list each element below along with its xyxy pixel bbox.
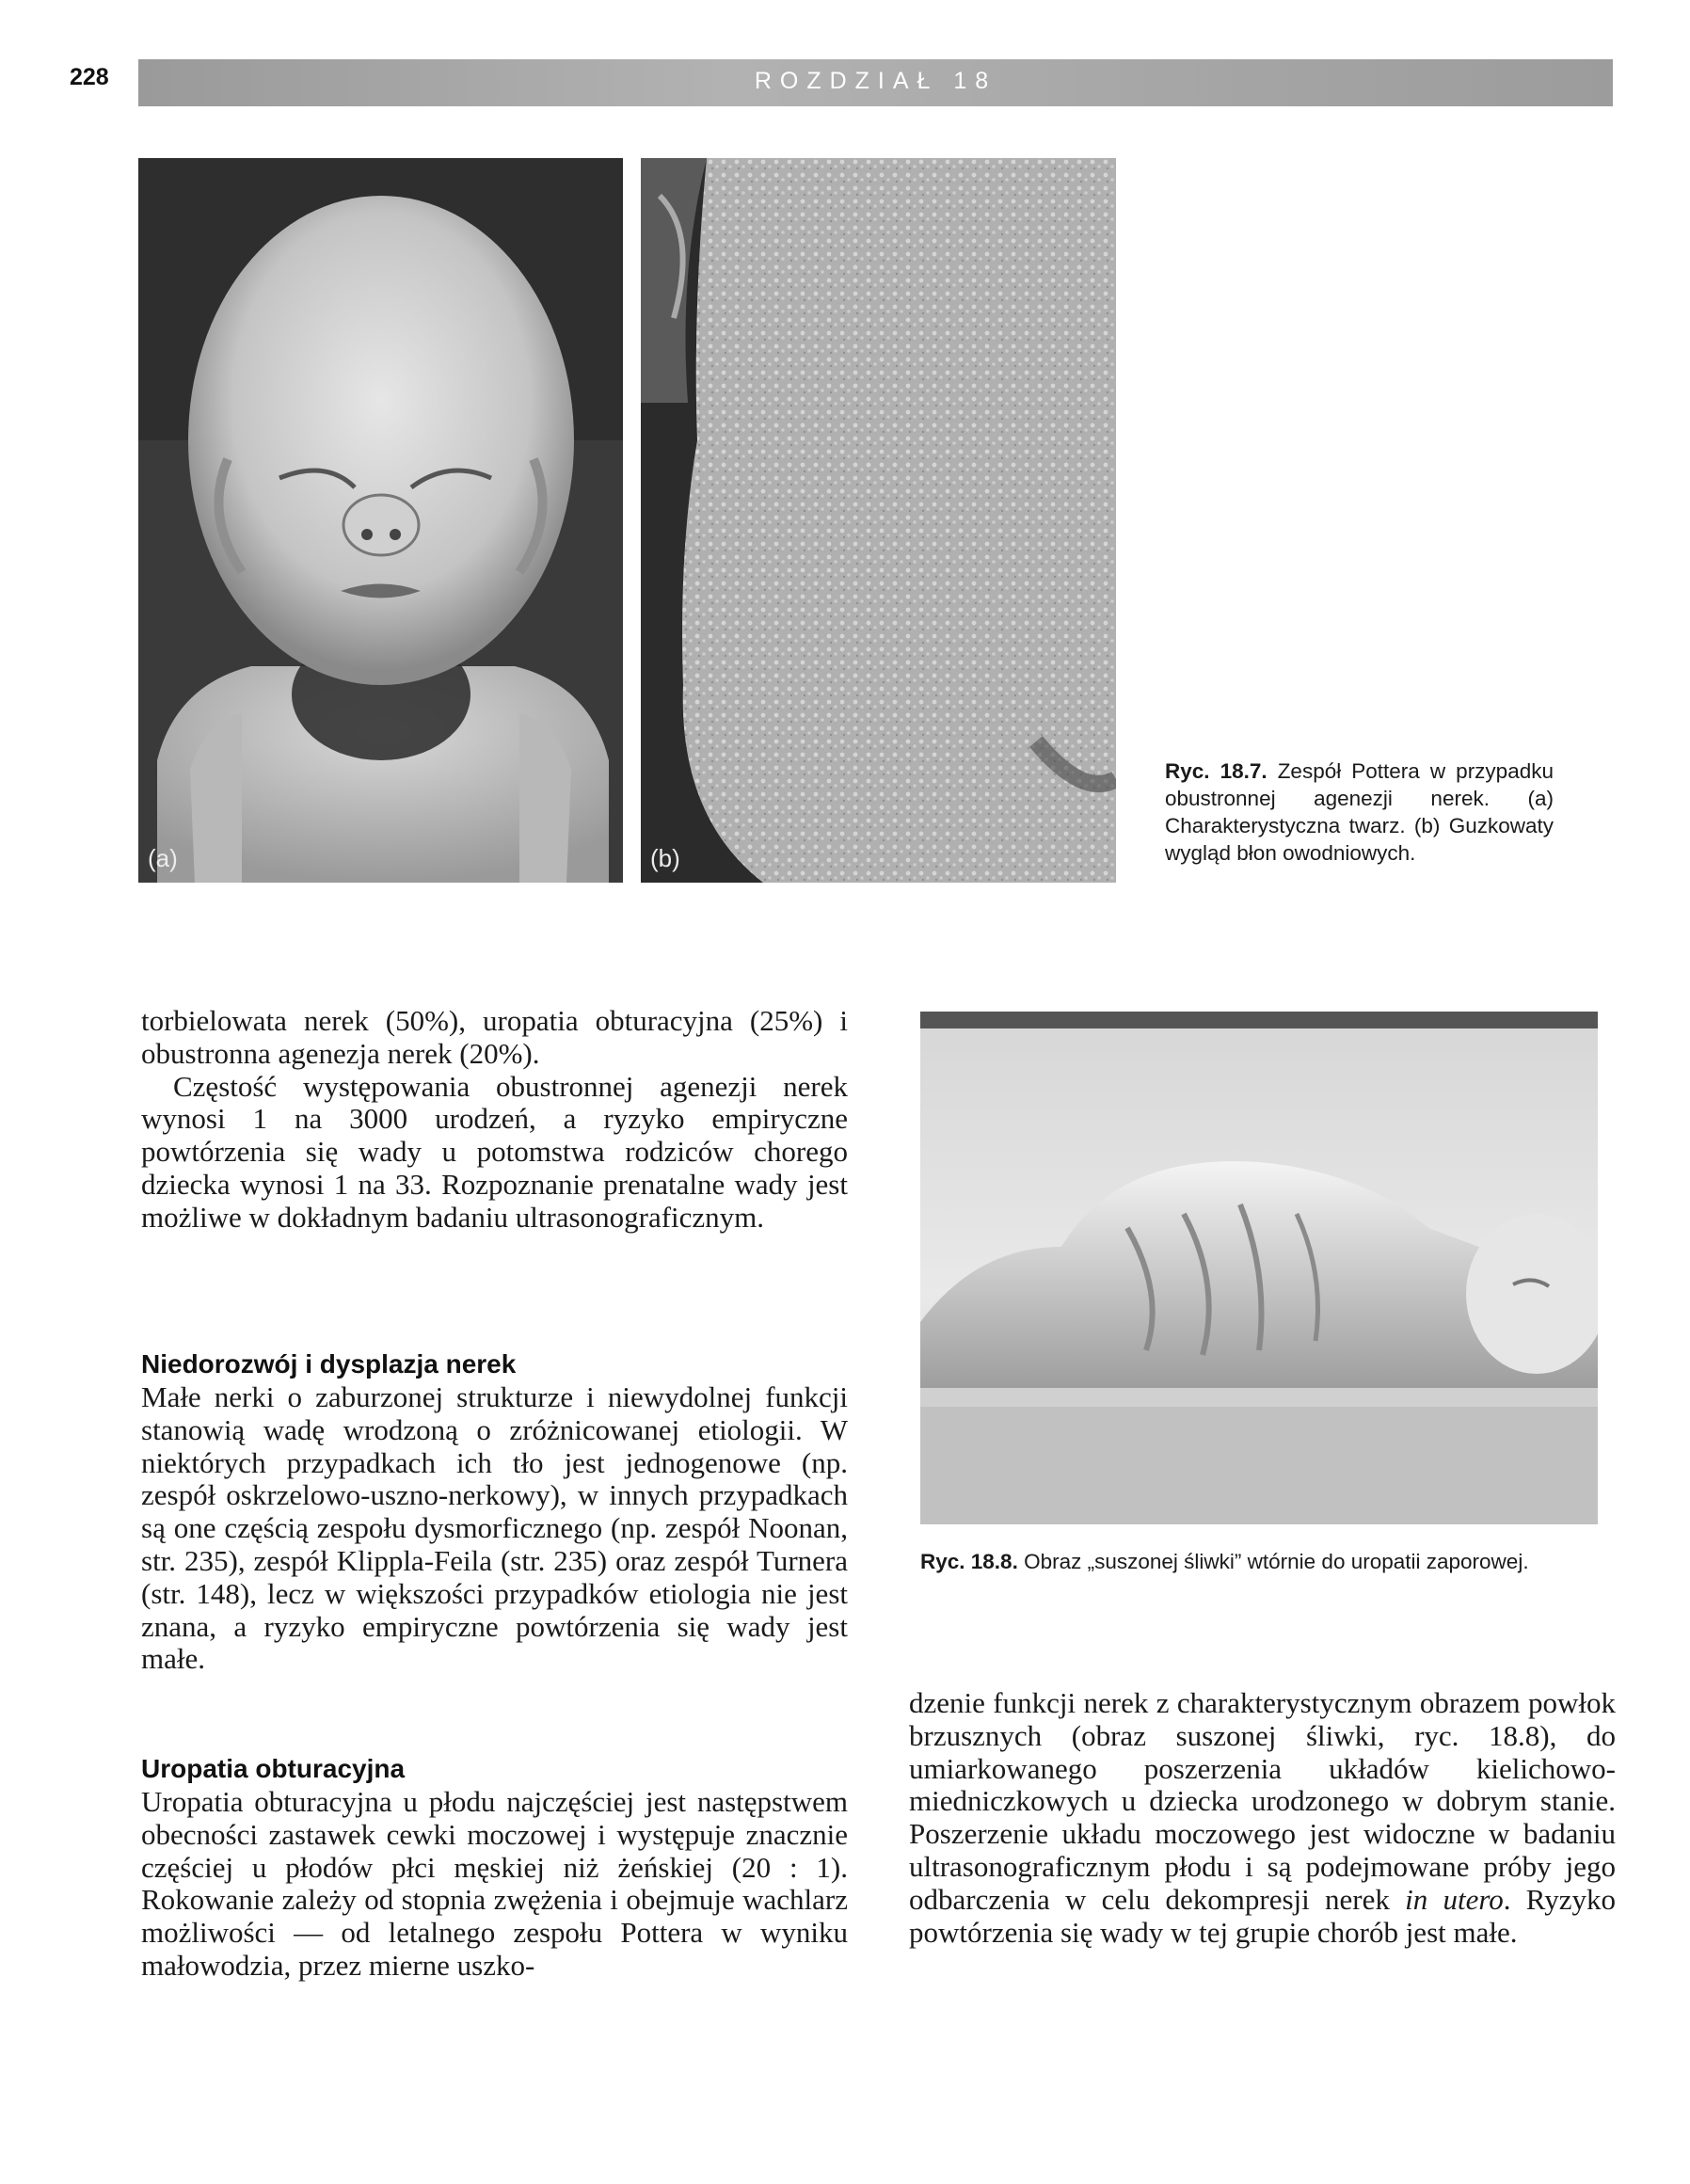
- figure-18-7b-photo: [641, 158, 1116, 883]
- chapter-header-band: [138, 59, 1613, 106]
- figure-label-b: (b): [650, 844, 680, 872]
- text-segment-in-utero: in utero: [1405, 1882, 1504, 1916]
- figure-18-7a-photo: [138, 158, 623, 883]
- figure-18-8-caption: [920, 1548, 1617, 1575]
- paragraph-uropathy-continuation: [909, 1687, 1616, 1949]
- figure-18-8-number: Ryc. 18.8.: [920, 1550, 1018, 1573]
- text-segment-1: dzenie funkcji nerek z charakterystycznym obrazem powłok brzusznych (obraz suszonej śliwki, ryc. 18.8), do umiarkowanego poszerzenia układów kielichowo-miedniczkowych u dziecka urodzonego w dobrym stanie. Poszerzenie układu moczowego jest widoczne w badaniu ultrasonograficznym płodu i są podejmowane próby jego odbarczenia w celu dekompresji nerek: [909, 1686, 1616, 1916]
- chapter-title: ROZDZIAŁ 18: [754, 68, 997, 94]
- paragraph-hypoplasia: Małe nerki o zaburzonej strukturze i niewydolnej funkcji stanowią wadę wrodzoną o zróżnicowanej etiologii. W niektórych przypadkach ich tło jest jednogenowe (np. zespół oskrzelowo-uszno-nerkowy), w innych przypadkach są one częścią zespołu dysmorficznego (np. zespół Noonan, str. 235), zespół Klippla-Feila (str. 235) oraz zespół Turnera (str. 148), lecz w większości przypadków etiologia nie jest znana, a ryzyko empiryczne powtórzenia się wady jest małe.: [141, 1380, 848, 1676]
- section-heading-hypoplasia: Niedorozwój i dysplazja nerek: [141, 1349, 517, 1379]
- section-heading-obstructive-uropathy: Uropatia obturacyjna: [141, 1754, 406, 1783]
- page-number: 228: [70, 64, 109, 90]
- right-column-text: [909, 1687, 1616, 1949]
- infant-face-illustration: [138, 158, 623, 883]
- figure-18-7-caption: [1165, 757, 1554, 867]
- text-segment-2: . Ryzyko powtórzenia się wady w tej grupie chorób jest małe.: [909, 1882, 1616, 1949]
- section-body-hypoplasia: [141, 1381, 848, 1676]
- paragraph-agenesis-incidence: Częstość występowania obustronnej agenezji nerek wynosi 1 na 3000 urodzeń, a ryzyko empiryczne powtórzenia się wady u potomstwa rodziców chorego dziecka wynosi 1 na 33. Rozpoznanie prenatalne wady jest możliwe w dokładnym badaniu ultrasonograficznym.: [141, 1069, 848, 1234]
- figure-label-a: (a): [148, 844, 178, 872]
- prune-belly-illustration: [920, 1012, 1598, 1524]
- section-body-obstructive-uropathy: [141, 1786, 848, 1983]
- figure-18-8-photo: [920, 1012, 1598, 1524]
- paragraph-obstructive-uropathy: Uropatia obturacyjna u płodu najczęściej jest następstwem obecności zastawek cewki moczowej i występuje znacznie częściej u płodów płci męskiej niż żeńskiej (20 : 1). Rokowanie zależy od stopnia zwężenia i obejmuje wachlarz możliwości — od letalnego zespołu Pottera w wyniku małowodzia, przez mierne uszko-: [141, 1785, 848, 1982]
- left-column-top: [141, 1005, 848, 1235]
- paragraph-continuation: torbielowata nerek (50%), uropatia obturacyjna (25%) i obustronna agenezja nerek (20%).: [141, 1004, 848, 1070]
- figure-18-8-caption-text: Obraz „suszonej śliwki” wtórnie do uropatii zaporowej.: [1024, 1550, 1529, 1573]
- figure-18-7-number: Ryc. 18.7.: [1165, 759, 1268, 783]
- amnion-texture-illustration: [641, 158, 1116, 883]
- figure-18-7-caption-text: Zespół Pottera w przypadku obustronnej agenezji nerek. (a) Charakterystyczna twarz. (b) Guzkowaty wygląd błon owodniowych.: [1165, 759, 1554, 865]
